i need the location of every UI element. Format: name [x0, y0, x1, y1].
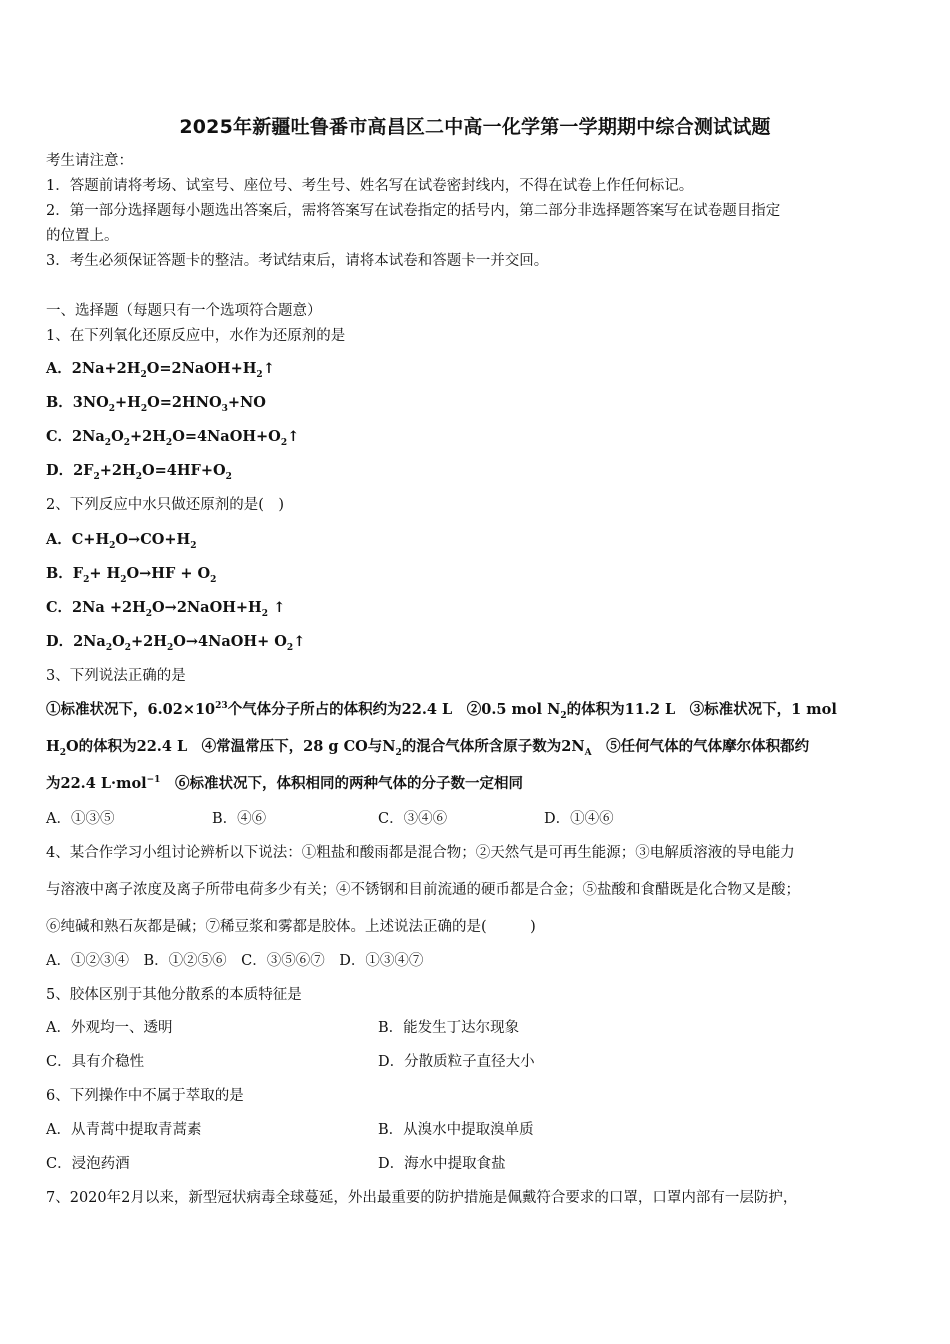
notice-heading: 考生请注意：	[46, 153, 133, 169]
section-heading: 一、选择题（每题只有一个选项符合题意）	[46, 303, 322, 319]
q6-option-b: B．从溴水中提取溴单质	[378, 1122, 534, 1138]
question-4-stem: 4、某合作学习小组讨论辨析以下说法：①粗盐和酸雨都是混合物；②天然气是可再生能源；③电解质溶液的导电能力	[46, 845, 795, 861]
notice-item: 2．第一部分选择题每小题选出答案后，需将答案写在试卷指定的括号内，第二部分非选择题答案写在试卷题目指定	[46, 203, 781, 219]
question-4-stem: ⑥纯碱和熟石灰都是碱；⑦稀豆浆和雾都是胶体。上述说法正确的是( )	[46, 919, 536, 935]
q2-option-a: A．$C+H_2O\to CO+H_2$	[46, 531, 197, 551]
q3-statement-line: 为22.4 L·mol$^{-1}$ ⑥标准状况下，体积相同的两种气体的分子数一定相同	[46, 775, 523, 792]
page-title: 2025年新疆吐鲁番市高昌区二中高一化学第一学期期中综合测试试题	[179, 116, 771, 138]
notice-item: 的位置上。	[46, 228, 119, 244]
q6-option-d: D．海水中提取食盐	[378, 1156, 506, 1172]
question-3-stem: 3、下列说法正确的是	[46, 668, 186, 684]
q2-option-d: D．$2Na_2O_2+2H_2O\to 4NaOH+$ $O_2↑$	[46, 633, 306, 653]
question-5-stem: 5、胶体区别于其他分散系的本质特征是	[46, 987, 302, 1003]
q5-option-a: A．外观均一、透明	[46, 1020, 173, 1036]
q1-option-a: A．$2Na+2H_2O=2NaOH+H_2↑$	[46, 360, 275, 380]
q3-option-a: A．①③⑤	[46, 811, 115, 827]
question-4-stem: 与溶液中离子浓度及离子所带电荷多少有关；④不锈钢和目前流通的硬币都是合金；⑤盐酸和食醋既是化合物又是酸；	[46, 882, 800, 898]
question-1-stem: 1、在下列氧化还原反应中，水作为还原剂的是	[46, 328, 346, 344]
q1-option-d: D．$2F_2+2H_2O=4HF+O_2$	[46, 462, 232, 482]
notice-item: 1．答题前请将考场、试室号、座位号、考生号、姓名写在试卷密封线内，不得在试卷上作任何标记。	[46, 178, 694, 194]
question-6-stem: 6、下列操作中不属于萃取的是	[46, 1088, 244, 1104]
q5-option-c: C．具有介稳性	[46, 1054, 145, 1070]
notice-item: 3．考生必须保证答题卡的整洁。考试结束后，请将本试卷和答题卡一并交回。	[46, 253, 549, 269]
q3-option-d: D．①④⑥	[544, 811, 614, 827]
q5-option-d: D．分散质粒子直径大小	[378, 1054, 535, 1070]
question-2-stem: 2、下列反应中水只做还原剂的是( )	[46, 497, 285, 513]
q5-option-b: B．能发生丁达尔现象	[378, 1020, 520, 1036]
q6-option-c: C．浸泡药酒	[46, 1156, 130, 1172]
q2-option-c: C．$2Na +2H_2O\to 2NaOH+H_2$ ↑	[46, 599, 286, 619]
q2-option-b: B．$F_2+ H_2O\to HF + O_2$	[46, 565, 217, 585]
q3-option-c: C．③④⑥	[378, 811, 448, 827]
q1-option-b: B．$3NO_2+H_2O=2HNO_3+NO$	[46, 394, 266, 414]
q3-option-b: B．④⑥	[212, 811, 267, 827]
q1-option-c: C．$2Na_2O_2+2H_2O=4NaOH+O_2↑$	[46, 428, 300, 448]
question-7-stem: 7、2020年2月以来，新型冠状病毒全球蔓延，外出最重要的防护措施是佩戴符合要求的口罩，口罩内部有一层防护，	[46, 1190, 798, 1206]
q3-statement-line: ①标准状况下，$6.02\times 10^{23}$个气体分子所占的体积约为22.4 L ②0.5 mol $N_2$的体积为11.2 L ③标准状况下，1 mol	[46, 701, 837, 721]
q3-statement-line: $H_2O$的体积为22.4 L ④常温常压下，28 g CO与$N_2$的混合气体所含原子数为$2N_A$ ⑤任何气体的气体摩尔体积都约	[46, 738, 810, 758]
q4-options: A．①②③④ B．①②⑤⑥ C．③⑤⑥⑦ D．①③④⑦	[46, 953, 424, 969]
q6-option-a: A．从青蒿中提取青蒿素	[46, 1122, 202, 1138]
